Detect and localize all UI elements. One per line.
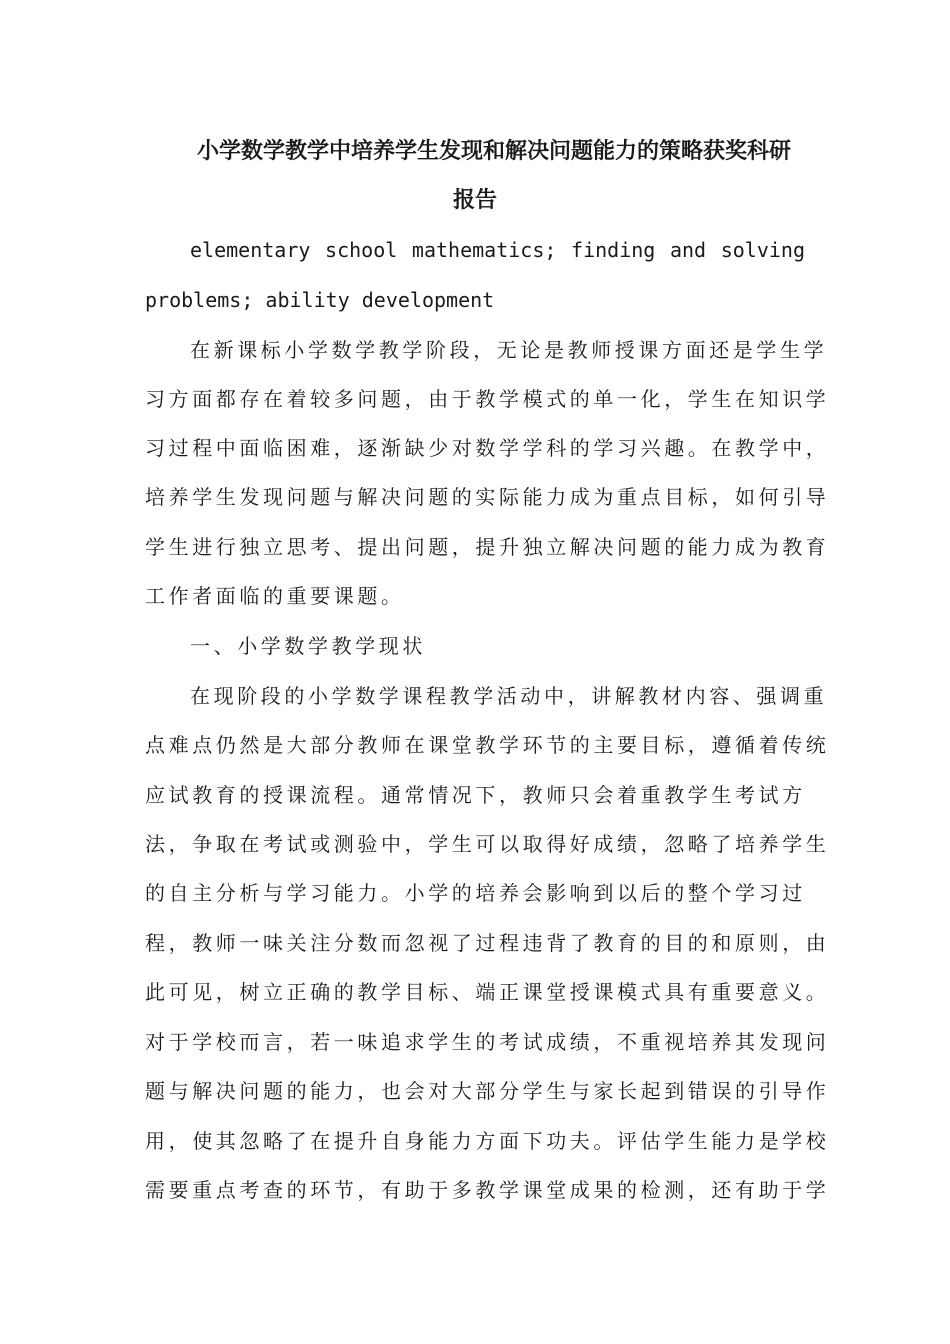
paragraph-line: 学生进行独立思考、提出问题，提升独立解决问题的能力成为教育 (145, 535, 830, 559)
paragraph-line: 培养学生发现问题与解决问题的实际能力成为重点目标，如何引导 (145, 485, 830, 509)
paragraph-line: 用，使其忽略了在提升自身能力方面下功夫。评估学生能力是学校 (145, 1129, 830, 1153)
paragraph-line: 在新课标小学数学教学阶段，无论是教师授课方面还是学生学 (190, 338, 828, 362)
paragraph-line: 习方面都存在着较多问题，由于教学模式的单一化，学生在知识学 (145, 387, 830, 411)
paragraph-line: 程，教师一味关注分数而忽视了过程违背了教育的目的和原则，由 (145, 931, 830, 955)
paragraph-line: 工作者面临的重要课题。 (145, 584, 405, 608)
paragraph-line: 在现阶段的小学数学课程教学活动中，讲解教材内容、强调重 (190, 684, 828, 708)
paragraph-line: 习过程中面临困难，逐渐缺少对数学学科的学习兴趣。在教学中， (145, 436, 830, 460)
paragraph-line: 的自主分析与学习能力。小学的培养会影响到以后的整个学习过 (145, 881, 806, 905)
section-heading: 一、小学数学教学现状 (190, 634, 426, 658)
document-title: 小学数学教学中培养学生发现和解决问题能力的策略获奖科研 (197, 139, 792, 164)
paragraph-line: 此可见，树立正确的教学目标、端正课堂授课模式具有重要意义。 (145, 980, 830, 1004)
paragraph-line: 题与解决问题的能力，也会对大部分学生与家长起到错误的引导作 (145, 1079, 830, 1103)
paragraph-line: 点难点仍然是大部分教师在课堂教学环节的主要目标，遵循着传统 (145, 733, 830, 757)
paragraph-line: 法，争取在考试或测验中，学生可以取得好成绩，忽略了培养学生 (145, 832, 830, 856)
keywords-line: elementary school mathematics; finding and solving (190, 238, 805, 262)
paragraph-line: 对于学校而言，若一味追求学生的考试成绩，不重视培养其发现问 (145, 1030, 830, 1054)
keywords-line: problems; ability development (145, 288, 495, 312)
paragraph-line: 应试教育的授课流程。通常情况下，教师只会着重教学生考试方 (145, 783, 806, 807)
paragraph-line: 需要重点考查的环节，有助于多教学课堂成果的检测，还有助于学 (145, 1178, 830, 1202)
document-title-continued: 报告 (452, 188, 497, 213)
